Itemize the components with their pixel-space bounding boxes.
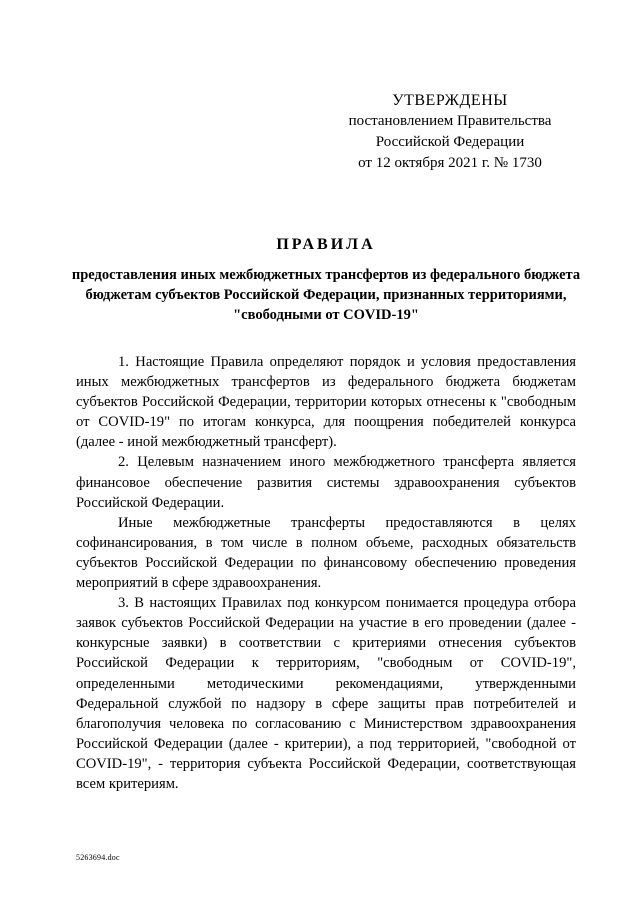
approval-line-3: от 12 октября 2021 г. № 1730 [358, 155, 542, 171]
paragraph-4: 3. В настоящих Правилах под конкурсом понимается процедура отбора заявок субъектов Российской Федерации на участие в его проведении (далее - конкурсные заявки) в соответствии с критериями отнесения субъектов Российской Федерации к территориям, "свободным от COVID-19", определенными методическими рекомендациями, утвержденными Федеральной службой по надзору в сфере защиты прав потребителей и благополучия человека по согласованию с Министерством здравоохранения Российской Федерации (далее - критерии), а под территорией, "свободной от COVID-19", - территория субъекта Российской Федерации, соответствующая всем критериям. [76, 595, 576, 792]
paragraph-2: 2. Целевым назначением иного межбюджетного трансферта является финансовое обеспечение развития системы здравоохранения субъектов Российской Федерации. [76, 454, 576, 511]
approval-block [330, 90, 570, 174]
document-subtitle: предоставления иных межбюджетных трансфертов из федерального бюджета бюджетам субъектов Российской Федерации, признанных территориями, "свободными от COVID-19" [71, 267, 581, 323]
approval-line-2: Российской Федерации [375, 134, 525, 150]
document-body [76, 352, 576, 794]
document-title: ПРАВИЛА [276, 236, 376, 253]
file-name-footer: 5263694.doc [76, 853, 120, 862]
approval-line-1: постановлением Правительства [348, 113, 552, 129]
approval-heading: УТВЕРЖДЕНЫ [392, 92, 508, 109]
paragraph-3: Иные межбюджетные трансферты предоставляются в целях софинансирования, в том числе в полном объеме, расходных обязательств субъектов Российской Федерации по финансовому обеспечению проведения мероприятий в сфере здравоохранения. [76, 514, 576, 592]
paragraph-1: 1. Настоящие Правила определяют порядок и условия предоставления иных межбюджетных трансфертов из федерального бюджета бюджетам субъектов Российской Федерации, территории которых отнесены к "свободным от COVID-19" по итогам конкурса, для поощрения победителей конкурса (далее - иной межбюджетный трансферт). [76, 354, 576, 451]
